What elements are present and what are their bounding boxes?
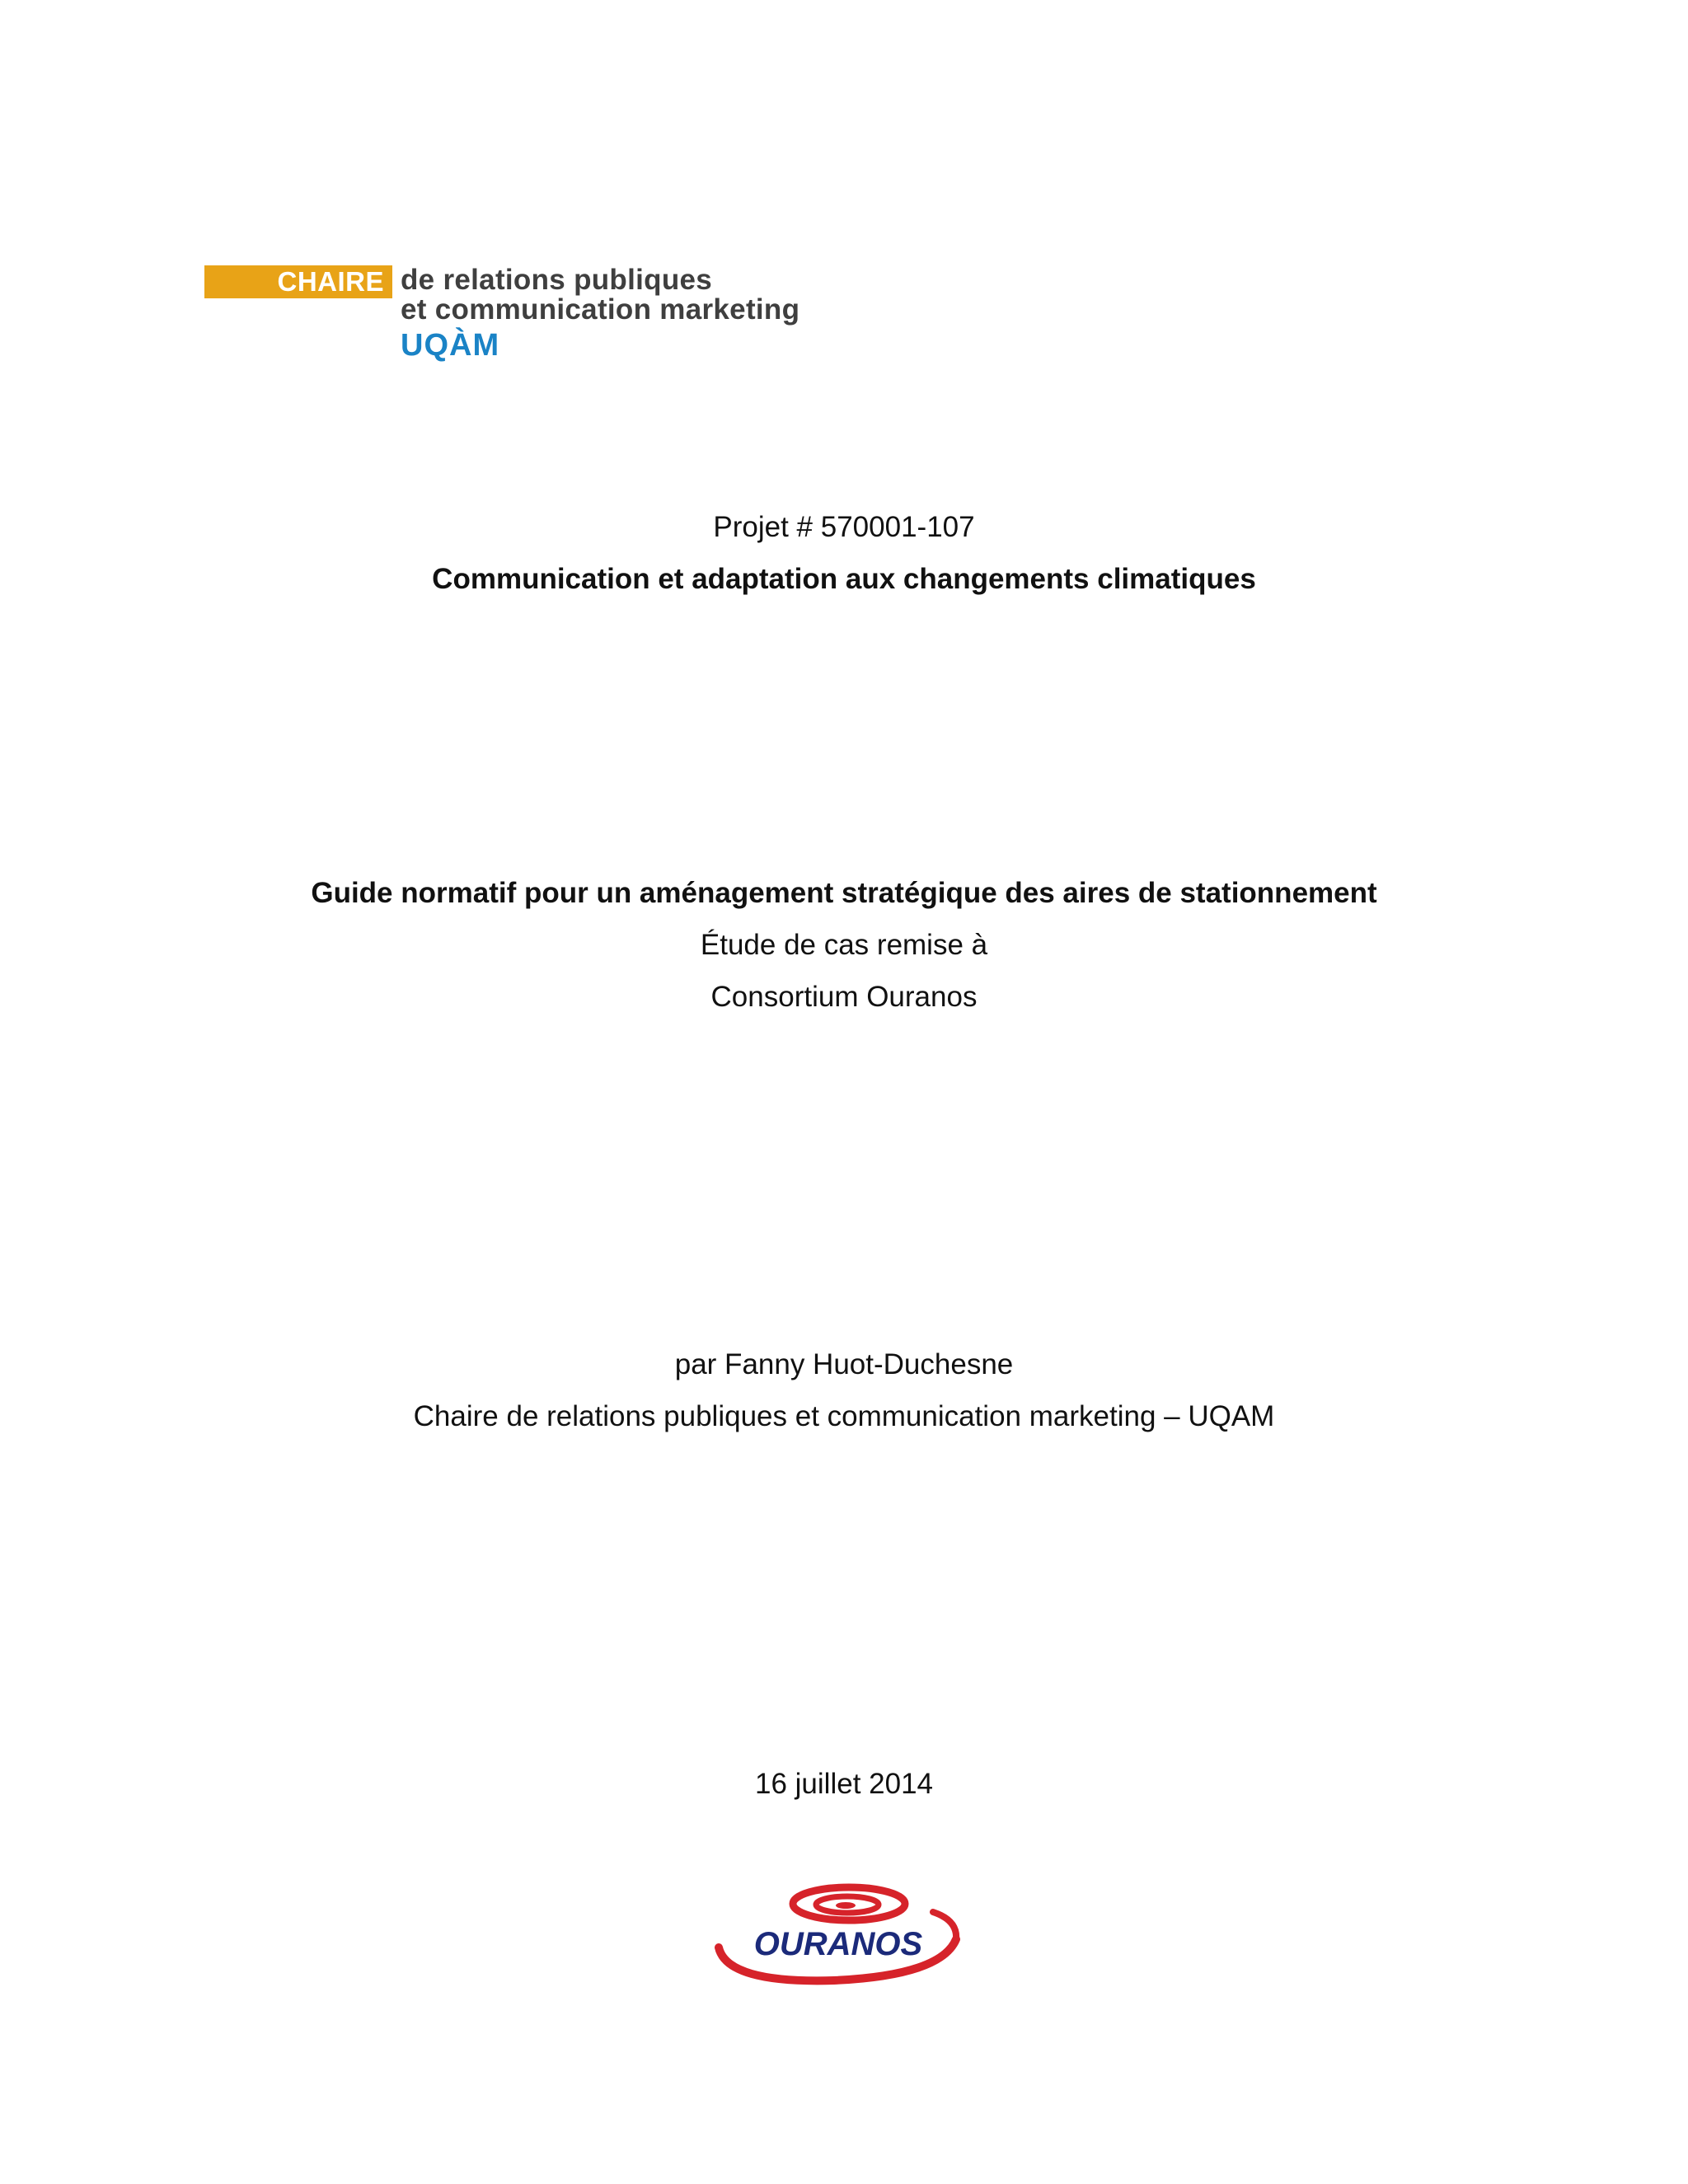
author-name: par Fanny Huot-Duchesne xyxy=(674,1348,1014,1380)
author-affiliation: Chaire de relations publiques et communication marketing – UQAM xyxy=(413,1400,1275,1432)
chair-name-line-2: et communication marketing xyxy=(401,293,800,326)
chair-badge xyxy=(204,265,392,298)
document-date: 16 juillet 2014 xyxy=(755,1768,933,1800)
uqam-wordmark: UQÀM xyxy=(401,328,500,363)
chair-logo xyxy=(204,262,831,369)
chair-name-line-1: de relations publiques xyxy=(401,264,713,296)
document-subtitle: Étude de cas remise à xyxy=(700,929,988,961)
project-title: Communication et adaptation aux changements climatiques xyxy=(432,563,1256,595)
document-title: Guide normatif pour un aménagement stratégique des aires de stationnement xyxy=(311,877,1377,909)
project-number: Projet # 570001-107 xyxy=(713,511,975,543)
chair-badge-text: CHAIRE xyxy=(277,266,384,297)
ouranos-logo xyxy=(710,1883,966,1986)
ouranos-wordmark: OURANOS xyxy=(753,1926,923,1962)
ouranos-swirl-icon xyxy=(710,1883,966,1986)
client-name: Consortium Ouranos xyxy=(710,981,978,1013)
